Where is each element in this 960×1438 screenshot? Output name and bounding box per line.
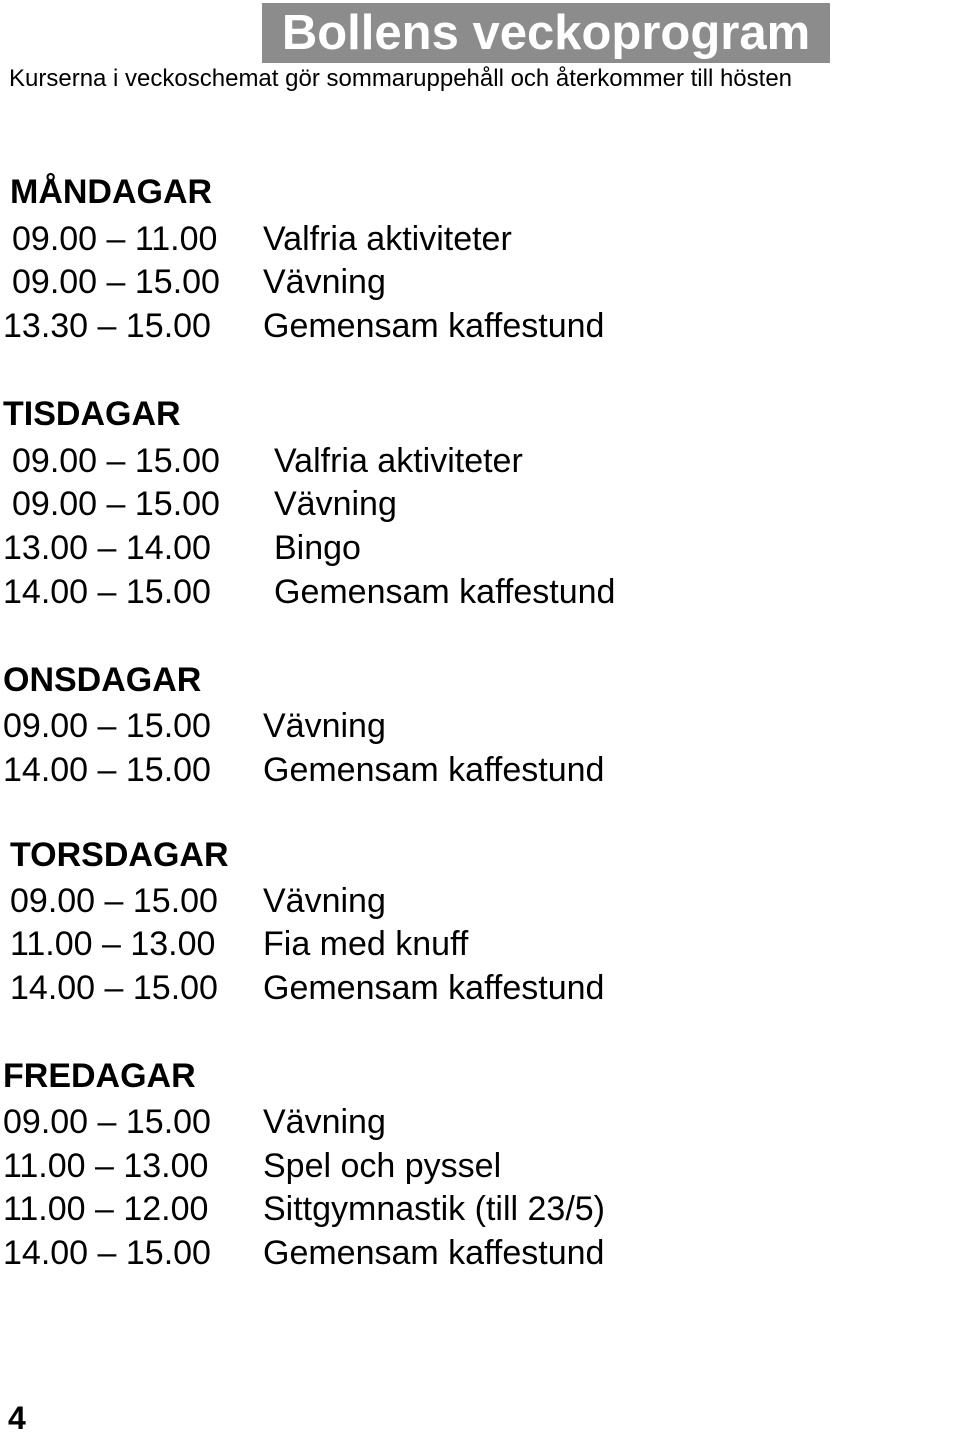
schedule-time: 09.00 – 15.00 — [12, 485, 220, 523]
schedule-activity: Gemensam kaffestund — [263, 969, 605, 1007]
schedule-time: 11.00 – 13.00 — [10, 925, 216, 963]
schedule-time: 14.00 – 15.00 — [3, 573, 211, 611]
page-title: Bollens veckoprogram — [262, 3, 830, 63]
page-subtitle: Kurserna i veckoschemat gör sommaruppehåll och återkommer till hösten — [9, 65, 793, 92]
day-heading-torsdagar: TORSDAGAR — [10, 836, 229, 874]
schedule-time: 11.00 – 12.00 — [3, 1190, 209, 1228]
schedule-activity: Fia med knuff — [263, 925, 469, 963]
day-heading-fredagar: FREDAGAR — [3, 1057, 196, 1095]
schedule-activity: Gemensam kaffestund — [263, 307, 605, 345]
schedule-time: 09.00 – 15.00 — [3, 1103, 211, 1141]
day-heading-tisdagar: TISDAGAR — [3, 395, 181, 433]
schedule-activity: Vävning — [263, 1103, 386, 1141]
schedule-activity: Gemensam kaffestund — [274, 573, 616, 611]
schedule-time: 11.00 – 13.00 — [3, 1147, 209, 1185]
schedule-activity: Vävning — [263, 707, 386, 745]
day-heading-mandagar: MÅNDAGAR — [10, 173, 213, 211]
schedule-activity: Gemensam kaffestund — [263, 1234, 605, 1272]
schedule-activity: Vävning — [263, 882, 386, 920]
schedule-time: 09.00 – 15.00 — [10, 882, 218, 920]
schedule-activity: Spel och pyssel — [263, 1147, 502, 1185]
schedule-time: 09.00 – 15.00 — [12, 442, 220, 480]
schedule-activity: Vävning — [263, 263, 386, 301]
schedule-activity: Gemensam kaffestund — [263, 751, 605, 789]
schedule-activity: Valfria aktiviteter — [274, 442, 523, 480]
schedule-activity: Bingo — [274, 529, 361, 567]
schedule-activity: Valfria aktiviteter — [263, 220, 512, 258]
day-heading-onsdagar: ONSDAGAR — [3, 661, 202, 699]
schedule-time: 09.00 – 15.00 — [3, 707, 211, 745]
page-number: 4 — [8, 1400, 26, 1436]
schedule-activity: Vävning — [274, 485, 397, 523]
schedule-time: 13.00 – 14.00 — [3, 529, 211, 567]
schedule-time: 14.00 – 15.00 — [10, 969, 218, 1007]
schedule-activity: Sittgymnastik (till 23/5) — [263, 1190, 605, 1228]
schedule-time: 09.00 – 15.00 — [12, 263, 220, 301]
schedule-time: 09.00 – 11.00 — [12, 220, 218, 258]
schedule-time: 13.30 – 15.00 — [3, 307, 211, 345]
schedule-time: 14.00 – 15.00 — [3, 751, 211, 789]
schedule-time: 14.00 – 15.00 — [3, 1234, 211, 1272]
